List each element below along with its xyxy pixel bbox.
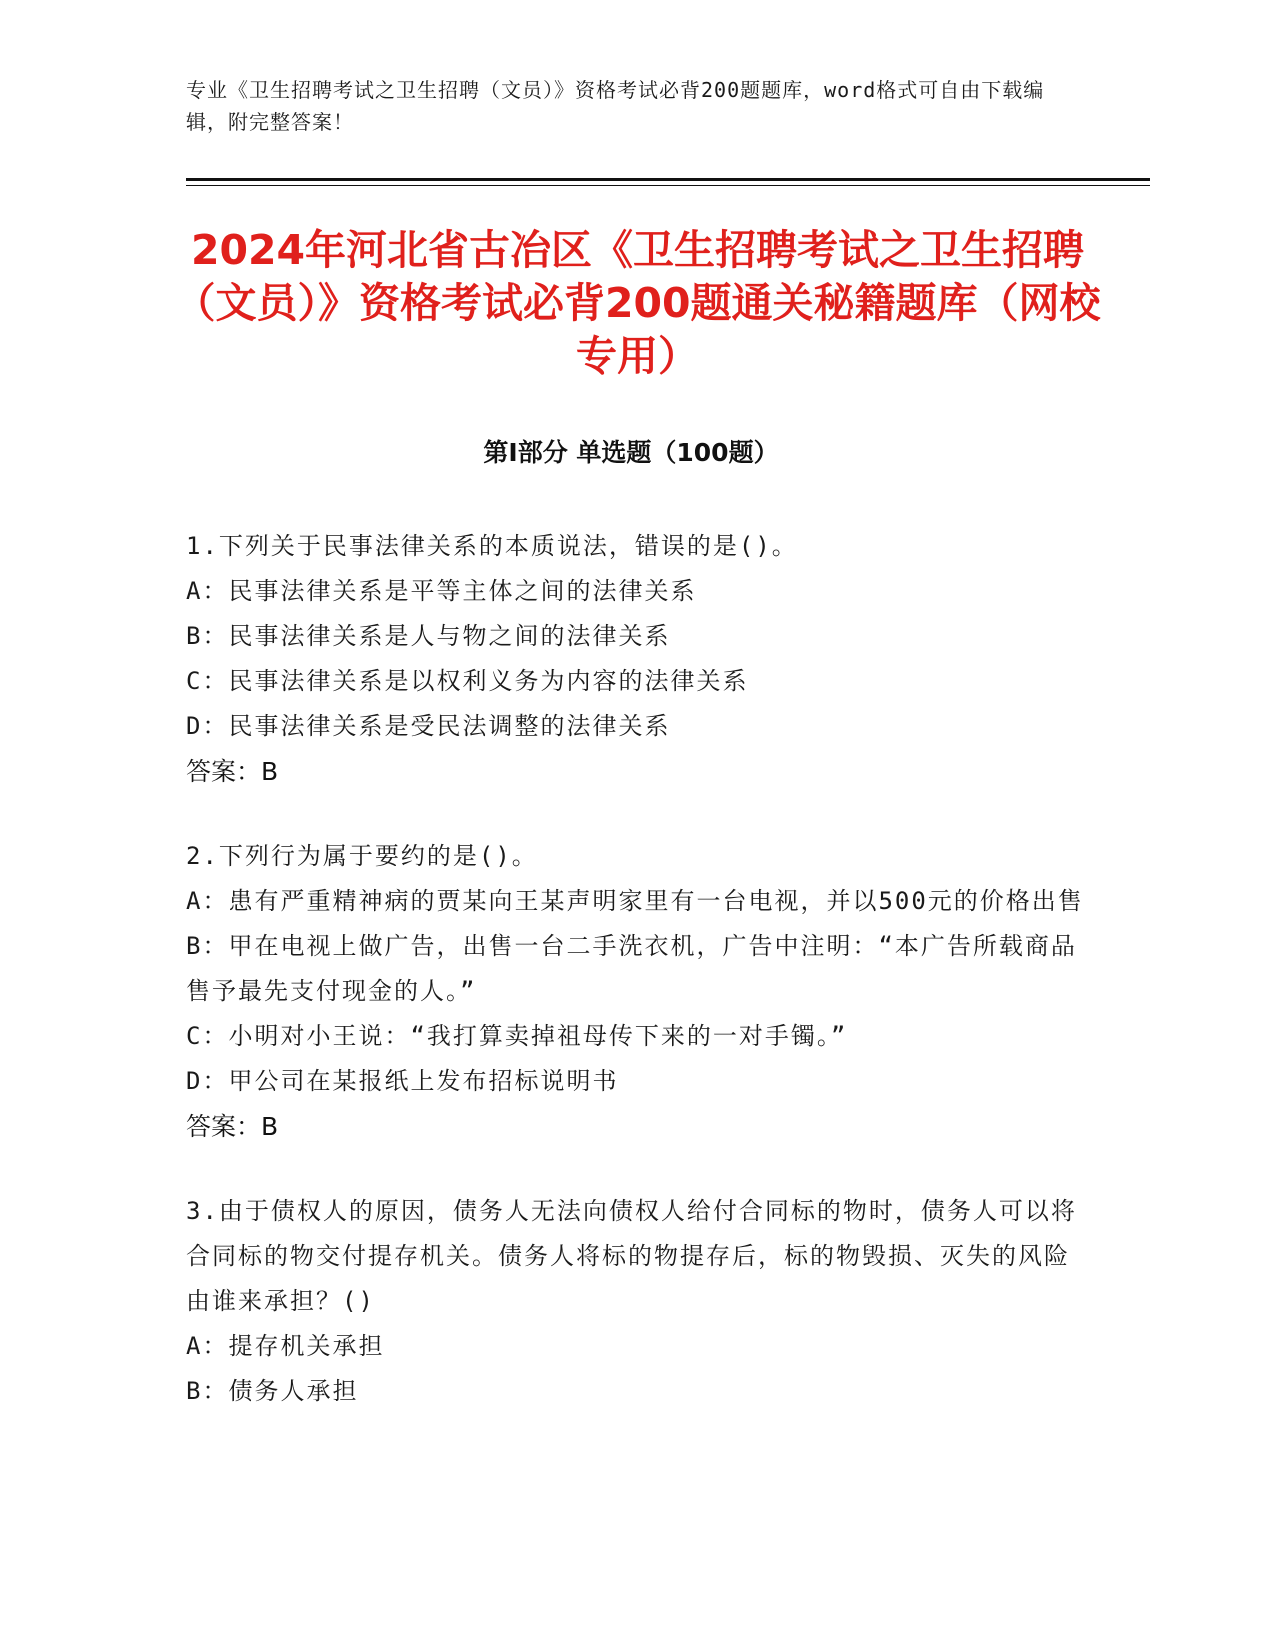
question-stem: 1.下列关于民事法律关系的本质说法，错误的是()。 bbox=[186, 532, 798, 560]
section-title: 第I部分 单选题（100题） bbox=[483, 438, 779, 467]
header-rule-thin bbox=[186, 185, 1150, 186]
question-2 bbox=[186, 834, 1086, 1149]
answer: 答案：B bbox=[186, 757, 279, 786]
question-stem: 3.由于债权人的原因，债务人无法向债权人给付合同标的物时，债务人可以将合同标的物交付提存机关。债务人将标的物提存后，标的物毁损、灭失的风险由谁来承担？() bbox=[186, 1197, 1077, 1315]
question-list bbox=[186, 524, 1086, 1414]
answer: 答案：B bbox=[186, 1112, 279, 1141]
question-3 bbox=[186, 1189, 1086, 1414]
question-stem: 2.下列行为属于要约的是()。 bbox=[186, 842, 538, 870]
document-title: 2024年河北省古冶区《卫生招聘考试之卫生招聘（文员）》资格考试必背200题通关秘籍题库（网校专用） bbox=[174, 226, 1101, 380]
option-a: A：患有严重精神病的贾某向王某声明家里有一台电视，并以500元的价格出售 bbox=[186, 887, 1084, 915]
option-a: A：民事法律关系是平等主体之间的法律关系 bbox=[186, 577, 697, 605]
header-rule-thick bbox=[186, 178, 1150, 181]
option-d: D：民事法律关系是受民法调整的法律关系 bbox=[186, 712, 671, 740]
option-b: B：民事法律关系是人与物之间的法律关系 bbox=[186, 622, 671, 650]
option-a: A：提存机关承担 bbox=[186, 1332, 385, 1360]
option-c: C：民事法律关系是以权利义务为内容的法律关系 bbox=[186, 667, 749, 695]
option-d: D：甲公司在某报纸上发布招标说明书 bbox=[186, 1067, 619, 1095]
option-b: B：甲在电视上做广告，出售一台二手洗衣机，广告中注明：“本广告所载商品售予最先支付现金的人。” bbox=[186, 932, 1077, 1005]
option-c: C：小明对小王说：“我打算卖掉祖母传下来的一对手镯。” bbox=[186, 1022, 848, 1050]
option-b: B：债务人承担 bbox=[186, 1377, 359, 1405]
question-1 bbox=[186, 524, 1086, 794]
header-note: 专业《卫生招聘考试之卫生招聘（文员）》资格考试必背200题题库，word格式可自由下载编辑，附完整答案！ bbox=[186, 78, 1045, 134]
